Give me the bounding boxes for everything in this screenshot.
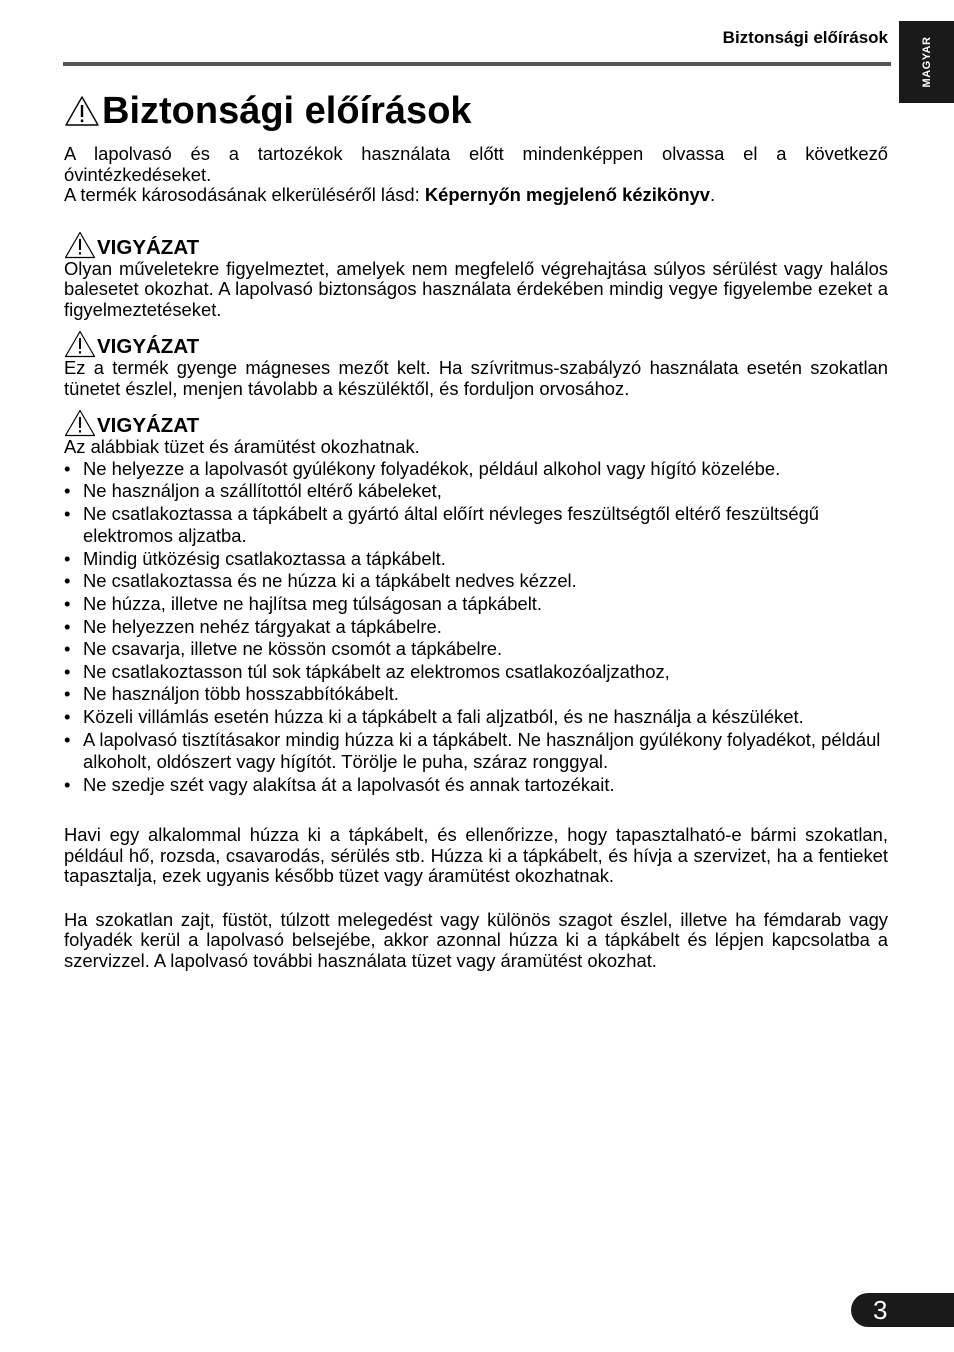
warning-triangle-icon [64, 231, 96, 259]
list-item: • Ne szedje szét vagy alakítsa át a lapolvasót és annak tartozékait. [64, 774, 888, 797]
page-title [64, 88, 472, 134]
header-divider [63, 62, 891, 66]
list-item: • Ne csatlakoztassa és ne húzza ki a tápkábelt nedves kézzel. [64, 570, 888, 593]
language-tab-label: MAGYAR [920, 36, 933, 88]
caution-heading-text: VIGYÁZAT [97, 235, 200, 259]
list-item: • Ne csatlakoztasson túl sok tápkábelt az elektromos csatlakozóaljzathoz, [64, 661, 888, 684]
page-number: 3 [873, 1295, 888, 1325]
emergency-paragraph: Ha szokatlan zajt, füstöt, túlzott melegedést vagy különös szagot észlel, illetve ha fémdarab vagy folyadék kerül a lapolvasó belsejébe, akkor azonnal húzza ki a tápkábelt és lépjen kapcsolatba a szervizzel. A lapolvasó további használata tüzet vagy áramütést okozhat. [64, 908, 888, 971]
caution-heading [64, 330, 888, 358]
list-item: • Ne használjon több hosszabbítókábelt. [64, 683, 888, 706]
list-item: • Közeli villámlás esetén húzza ki a tápkábelt a fali aljzatból, és ne használja a készüléket. [64, 706, 888, 729]
document-body [64, 144, 888, 971]
list-item: • Mindig ütközésig csatlakoztassa a tápkábelt. [64, 548, 888, 571]
caution-section-fire [64, 409, 888, 796]
intro-reference-suffix: . [710, 184, 716, 205]
intro-reference-prefix: A termék károsodásának elkerüléséről lásd: [64, 184, 425, 205]
list-item: • Ne csavarja, illetve ne kössön csomót a tápkábelre. [64, 638, 888, 661]
caution-text: Olyan műveletekre figyelmeztet, amelyek nem megfelelő végrehajtása súlyos sérülést vagy halálos balesetet okozhat. A lapolvasó biztonságos használata érdekében mindig vegye figyelembe ezeket a figyelmeztetéseket. [64, 257, 888, 320]
language-tab [899, 21, 954, 103]
caution-section-magnetic [64, 330, 888, 399]
list-item: • Ne csatlakoztassa a tápkábelt a gyártó által előírt névleges feszültségtől eltérő feszültségű elektromos aljzatba. [64, 503, 888, 548]
page-title-text: Biztonsági előírások [102, 90, 472, 132]
caution-text: Az alábbiak tüzet és áramütést okozhatnak. [64, 436, 420, 457]
warning-triangle-icon [64, 95, 100, 127]
caution-heading-text: VIGYÁZAT [97, 335, 200, 358]
list-item: • A lapolvasó tisztításakor mindig húzza ki a tápkábelt. Ne használjon gyúlékony folyadékot, például alkoholt, oldószert vagy hígítót. Törölje le puha, száraz ronggyal. [64, 729, 888, 774]
list-item: • Ne húzza, illetve ne hajlítsa meg túlságosan a tápkábelt. [64, 593, 888, 616]
hazard-list [64, 458, 888, 797]
running-header-title: Biztonsági előírások [722, 28, 888, 47]
warning-triangle-icon [64, 330, 96, 358]
intro-paragraph: A lapolvasó és a tartozékok használata előtt mindenképpen olvassa el a következő óvintézkedéseket. [64, 143, 888, 185]
caution-heading-text: VIGYÁZAT [97, 414, 200, 437]
intro-reference [64, 185, 888, 206]
list-item: • Ne helyezze a lapolvasót gyúlékony folyadékok, például alkohol vagy hígító közelébe. [64, 458, 888, 481]
page-number-tab [851, 1293, 954, 1327]
caution-heading [64, 409, 888, 437]
list-item: • Ne használjon a szállítottól eltérő kábeleket, [64, 480, 888, 503]
caution-section-general [64, 231, 888, 321]
warning-triangle-icon [64, 409, 96, 437]
caution-heading [64, 231, 888, 259]
caution-text: Ez a termék gyenge mágneses mezőt kelt. Ha szívritmus-szabályzó használata esetén szokatlan tünetet észlel, menjen távolabb a készüléktől, és forduljon orvosához. [64, 357, 888, 399]
manual-reference: Képernyőn megjelenő kézikönyv [424, 184, 711, 205]
monthly-check-paragraph: Havi egy alkalommal húzza ki a tápkábelt, és ellenőrizze, hogy tapasztalható-e bármi szokatlan, például hő, rozsda, csavarodás, sérülés stb. Húzza ki a tápkábelt, és hívja a szervizet, ha a fentieket tapasztalja, ezek ugyanis később tüzet vagy áramütést okozhatnak. [64, 824, 888, 887]
list-item: • Ne helyezzen nehéz tárgyakat a tápkábelre. [64, 616, 888, 639]
